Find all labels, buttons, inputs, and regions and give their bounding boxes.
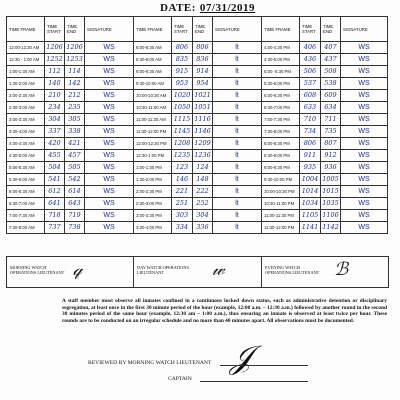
signature-cell: WS bbox=[85, 210, 134, 222]
signature-cell: lt bbox=[213, 198, 262, 210]
signature-cell: WS bbox=[85, 126, 134, 138]
time-end-cell: 407 bbox=[321, 42, 341, 54]
table-row bbox=[262, 114, 388, 126]
time-frame-cell: 5:30-6:00 AM bbox=[7, 174, 45, 186]
signature-cell: WS bbox=[85, 54, 134, 66]
signature-cell: lt bbox=[213, 174, 262, 186]
time-end-cell: 609 bbox=[321, 90, 341, 102]
time-frame-cell: 8:00-8:30 PM bbox=[262, 138, 300, 150]
table-row bbox=[134, 210, 262, 222]
table-row bbox=[134, 90, 262, 102]
time-start-cell: 1145 bbox=[172, 126, 193, 138]
time-end-cell: 1051 bbox=[193, 102, 213, 114]
time-end-cell: 542 bbox=[65, 174, 85, 186]
time-end-cell: 124 bbox=[193, 162, 213, 174]
time-frame-cell: 3:00-3:30 PM bbox=[134, 210, 172, 222]
time-start-cell: 1105 bbox=[300, 210, 321, 222]
signature-cell: WS bbox=[341, 90, 388, 102]
table-row bbox=[7, 210, 134, 222]
time-start-cell: 737 bbox=[45, 222, 65, 234]
table-row bbox=[134, 54, 262, 66]
table-row bbox=[134, 186, 262, 198]
observation-notice: A staff member must observe all inmates confined in a continuous locked down status, such as administrative detention or disciplinary segregation, at least once in the first 30 minute period of the hour (example, 12:00 a.m. – 12:30 a.m.) followed by another round in the second 30 minutes period of the same hour (example, 12:30 am – 1:00 a.m.), thus ensuring an inmate is observed at least twice per hour. These rounds are to be conducted on an irregular schedule and no more than 40 minutes apart. All observations must be documented. bbox=[62, 298, 387, 324]
captain-label: CAPTAIN bbox=[168, 376, 192, 382]
table-row bbox=[134, 138, 262, 150]
time-end-cell: 1146 bbox=[193, 126, 213, 138]
time-start-cell: 1206 bbox=[45, 42, 65, 54]
signature-cell: WS bbox=[85, 150, 134, 162]
signature-cell: WS bbox=[341, 138, 388, 150]
log-table-3 bbox=[261, 16, 388, 234]
time-start-cell: 1141 bbox=[300, 222, 321, 234]
column-header: TIME FRAME bbox=[7, 17, 45, 42]
time-start-cell: 1034 bbox=[300, 198, 321, 210]
table-row bbox=[134, 150, 262, 162]
time-frame-cell: 8:30-9:00 PM bbox=[262, 150, 300, 162]
time-start-cell: 537 bbox=[300, 78, 321, 90]
time-frame-cell: 7:00-7:30 AM bbox=[7, 210, 45, 222]
time-start-cell: 406 bbox=[300, 42, 321, 54]
time-start-cell: 210 bbox=[45, 90, 65, 102]
time-start-cell: 1020 bbox=[172, 90, 193, 102]
signature-cell: lt bbox=[213, 186, 262, 198]
table-row bbox=[134, 162, 262, 174]
table-row bbox=[7, 54, 134, 66]
time-frame-cell: 4:00-4:30 AM bbox=[7, 138, 45, 150]
time-end-cell: 1035 bbox=[321, 198, 341, 210]
table-row bbox=[262, 150, 388, 162]
signature-cell: WS bbox=[85, 174, 134, 186]
signature-cell: WS bbox=[341, 222, 388, 234]
time-start-cell: 112 bbox=[45, 66, 65, 78]
time-frame-cell: 2:00-2:30 AM bbox=[7, 90, 45, 102]
table-row bbox=[262, 78, 388, 90]
signature-cell: lt bbox=[213, 114, 262, 126]
time-end-cell: 252 bbox=[193, 198, 213, 210]
column-header: TIME END bbox=[321, 17, 341, 42]
time-start-cell: 935 bbox=[300, 162, 321, 174]
time-start-cell: 420 bbox=[45, 138, 65, 150]
table-row bbox=[7, 66, 134, 78]
evening-lieutenant-label: EVENING WATCH OPERATIONS LIEUTENANT bbox=[265, 265, 320, 275]
signature-cell: WS bbox=[341, 54, 388, 66]
time-start-cell: 718 bbox=[45, 210, 65, 222]
time-frame-cell: 4:00-4:30 PM bbox=[262, 42, 300, 54]
time-start-cell: 633 bbox=[300, 102, 321, 114]
morning-lieutenant-signature: 𝓆 bbox=[73, 259, 83, 280]
time-frame-cell: 1:30-2:00 AM bbox=[7, 78, 45, 90]
table-row bbox=[262, 126, 388, 138]
time-end-cell: 114 bbox=[65, 66, 85, 78]
table-row bbox=[7, 222, 134, 234]
log-table-2 bbox=[133, 16, 262, 234]
time-end-cell: 1106 bbox=[321, 210, 341, 222]
time-frame-cell: 6:00-6:30 PM bbox=[262, 90, 300, 102]
table-row bbox=[7, 102, 134, 114]
signature-cell: WS bbox=[85, 78, 134, 90]
time-frame-cell: 7:30-8:00 PM bbox=[262, 126, 300, 138]
time-end-cell: 437 bbox=[321, 54, 341, 66]
date-header bbox=[160, 2, 255, 14]
time-frame-cell: 11:30-12:00 PM bbox=[262, 222, 300, 234]
time-end-cell: 1015 bbox=[321, 186, 341, 198]
column-header: TIME START bbox=[300, 17, 321, 42]
time-end-cell: 336 bbox=[193, 222, 213, 234]
time-frame-cell: 10:00-10:30 PM bbox=[262, 186, 300, 198]
time-start-cell: 612 bbox=[45, 186, 65, 198]
time-end-cell: 836 bbox=[193, 54, 213, 66]
reviewed-label: REVIEWED BY MORNING WATCH LIEUTENANT bbox=[88, 360, 212, 366]
time-start-cell: 251 bbox=[172, 198, 193, 210]
captain-signature-line bbox=[200, 381, 308, 382]
table-row bbox=[262, 198, 388, 210]
time-end-cell: 222 bbox=[193, 186, 213, 198]
table-row bbox=[7, 42, 134, 54]
time-frame-cell: 9:30-10:00 AM bbox=[134, 78, 172, 90]
time-frame-cell: 3:30-4:00 AM bbox=[7, 126, 45, 138]
date-label: DATE: bbox=[160, 2, 196, 14]
time-end-cell: 738 bbox=[65, 222, 85, 234]
column-header: SIGNATURE bbox=[213, 17, 262, 42]
time-frame-cell: 5:00-5:30 AM bbox=[7, 162, 45, 174]
time-start-cell: 915 bbox=[172, 66, 193, 78]
table-row bbox=[7, 126, 134, 138]
table-row bbox=[134, 102, 262, 114]
time-end-cell: 614 bbox=[65, 186, 85, 198]
table-row bbox=[262, 54, 388, 66]
time-frame-cell: 12:00-12:30 AM bbox=[7, 42, 45, 54]
time-start-cell: 303 bbox=[172, 210, 193, 222]
table-row bbox=[134, 114, 262, 126]
time-frame-cell: 9:30-10:00 PM bbox=[262, 174, 300, 186]
table-row bbox=[262, 42, 388, 54]
time-start-cell: 608 bbox=[300, 90, 321, 102]
table-row bbox=[7, 198, 134, 210]
signature-cell: WS bbox=[85, 198, 134, 210]
signature-cell: WS bbox=[85, 90, 134, 102]
time-end-cell: 304 bbox=[193, 210, 213, 222]
column-header: TIME END bbox=[65, 17, 85, 42]
time-frame-cell: 12:00-12:30 PM bbox=[134, 138, 172, 150]
signature-cell: WS bbox=[85, 186, 134, 198]
time-start-cell: 123 bbox=[172, 162, 193, 174]
time-end-cell: 807 bbox=[321, 138, 341, 150]
column-header: TIME START bbox=[45, 17, 65, 42]
time-frame-cell: 4:30-5:00 PM bbox=[262, 54, 300, 66]
log-table-1 bbox=[6, 16, 134, 234]
signature-cell: WS bbox=[341, 102, 388, 114]
time-start-cell: 304 bbox=[45, 114, 65, 126]
time-end-cell: 1253 bbox=[65, 54, 85, 66]
signature-cell: lt bbox=[213, 66, 262, 78]
time-start-cell: 140 bbox=[45, 78, 65, 90]
time-frame-cell: 1:30-2:00 PM bbox=[134, 174, 172, 186]
time-end-cell: 634 bbox=[321, 102, 341, 114]
time-end-cell: 212 bbox=[65, 90, 85, 102]
morning-lieutenant-label: MORNING WATCH OPERATIONS LIEUTENANT bbox=[10, 265, 65, 275]
table-row bbox=[262, 102, 388, 114]
signature-cell: WS bbox=[341, 42, 388, 54]
time-start-cell: 734 bbox=[300, 126, 321, 138]
time-end-cell: 457 bbox=[65, 150, 85, 162]
time-start-cell: 1208 bbox=[172, 138, 193, 150]
time-start-cell: 710 bbox=[300, 114, 321, 126]
evening-lieutenant-box bbox=[261, 256, 389, 288]
time-start-cell: 1235 bbox=[172, 150, 193, 162]
time-frame-cell: 6:00-6:30 AM bbox=[7, 186, 45, 198]
signature-cell: WS bbox=[85, 42, 134, 54]
time-end-cell: 643 bbox=[65, 198, 85, 210]
signature-cell: lt bbox=[213, 90, 262, 102]
table-row bbox=[262, 222, 388, 234]
evening-lieutenant-signature: ℬ bbox=[334, 259, 349, 280]
time-frame-cell: 6:30-7:00 PM bbox=[262, 102, 300, 114]
table-row bbox=[7, 78, 134, 90]
signature-cell: WS bbox=[85, 66, 134, 78]
time-end-cell: 936 bbox=[321, 162, 341, 174]
time-end-cell: 954 bbox=[193, 78, 213, 90]
time-start-cell: 835 bbox=[172, 54, 193, 66]
signature-cell: WS bbox=[85, 102, 134, 114]
time-end-cell: 142 bbox=[65, 78, 85, 90]
table-row bbox=[134, 174, 262, 186]
signature-cell: WS bbox=[341, 210, 388, 222]
signature-cell: WS bbox=[85, 162, 134, 174]
time-start-cell: 1050 bbox=[172, 102, 193, 114]
column-header: TIME START bbox=[172, 17, 193, 42]
time-start-cell: 1252 bbox=[45, 54, 65, 66]
time-end-cell: 912 bbox=[321, 150, 341, 162]
table-row bbox=[134, 66, 262, 78]
time-end-cell: 538 bbox=[321, 78, 341, 90]
time-frame-cell: 11:00-11:30 PM bbox=[262, 210, 300, 222]
table-row bbox=[7, 174, 134, 186]
time-start-cell: 641 bbox=[45, 198, 65, 210]
table-row bbox=[262, 162, 388, 174]
signature-cell: lt bbox=[213, 138, 262, 150]
time-end-cell: 1142 bbox=[321, 222, 341, 234]
column-header: TIME END bbox=[193, 17, 213, 42]
signature-cell: WS bbox=[341, 198, 388, 210]
time-end-cell: 148 bbox=[193, 174, 213, 186]
time-frame-cell: 6:30-7:00 AM bbox=[7, 198, 45, 210]
time-start-cell: 234 bbox=[45, 102, 65, 114]
table-row bbox=[262, 186, 388, 198]
time-end-cell: 508 bbox=[321, 66, 341, 78]
time-frame-cell: 3:30-4:00 PM bbox=[134, 222, 172, 234]
reviewed-signature-line bbox=[220, 365, 308, 366]
signature-cell: WS bbox=[341, 78, 388, 90]
column-header: TIME FRAME bbox=[262, 17, 300, 42]
table-row bbox=[7, 138, 134, 150]
morning-lieutenant-box bbox=[6, 256, 134, 288]
signature-cell: WS bbox=[341, 186, 388, 198]
time-frame-cell: 9:00-9:30 PM bbox=[262, 162, 300, 174]
time-end-cell: 305 bbox=[65, 114, 85, 126]
table-row bbox=[262, 210, 388, 222]
time-end-cell: 421 bbox=[65, 138, 85, 150]
day-lieutenant-box bbox=[133, 256, 262, 288]
table-row bbox=[262, 174, 388, 186]
time-frame-cell: 7:00-7:30 PM bbox=[262, 114, 300, 126]
time-frame-cell: 4:30-5:00 AM bbox=[7, 150, 45, 162]
time-start-cell: 806 bbox=[300, 138, 321, 150]
table-row bbox=[7, 90, 134, 102]
time-end-cell: 1206 bbox=[65, 42, 85, 54]
time-frame-cell: 10:30-11:00 AM bbox=[134, 102, 172, 114]
time-frame-cell: 3:00-3:30 AM bbox=[7, 114, 45, 126]
time-frame-cell: 2:00-2:30 PM bbox=[134, 186, 172, 198]
time-frame-cell: 5:30-6:00 PM bbox=[262, 78, 300, 90]
signature-cell: WS bbox=[341, 114, 388, 126]
time-start-cell: 455 bbox=[45, 150, 65, 162]
time-end-cell: 338 bbox=[65, 126, 85, 138]
captain-signature: 𝒥 bbox=[230, 338, 253, 376]
table-row bbox=[262, 138, 388, 150]
time-frame-cell: 7:30-8:00 AM bbox=[7, 222, 45, 234]
signature-cell: WS bbox=[341, 126, 388, 138]
time-start-cell: 504 bbox=[45, 162, 65, 174]
table-row bbox=[262, 90, 388, 102]
time-frame-cell: 8:30-9:00 AM bbox=[134, 54, 172, 66]
time-start-cell: 1014 bbox=[300, 186, 321, 198]
table-row bbox=[7, 114, 134, 126]
signature-cell: WS bbox=[341, 150, 388, 162]
time-start-cell: 541 bbox=[45, 174, 65, 186]
time-end-cell: 711 bbox=[321, 114, 341, 126]
signature-cell: lt bbox=[213, 162, 262, 174]
column-header: TIME FRAME bbox=[134, 17, 172, 42]
signature-cell: WS bbox=[85, 138, 134, 150]
time-end-cell: 1021 bbox=[193, 90, 213, 102]
signature-cell: WS bbox=[85, 222, 134, 234]
time-start-cell: 1004 bbox=[300, 174, 321, 186]
day-lieutenant-signature: 𝓌 bbox=[212, 259, 225, 280]
signature-cell: lt bbox=[213, 54, 262, 66]
table-row bbox=[7, 162, 134, 174]
table-row bbox=[7, 150, 134, 162]
time-start-cell: 337 bbox=[45, 126, 65, 138]
signature-cell: WS bbox=[341, 162, 388, 174]
time-end-cell: 505 bbox=[65, 162, 85, 174]
time-end-cell: 914 bbox=[193, 66, 213, 78]
signature-cell: lt bbox=[213, 42, 262, 54]
time-start-cell: 221 bbox=[172, 186, 193, 198]
table-row bbox=[262, 66, 388, 78]
signature-cell: lt bbox=[213, 150, 262, 162]
time-start-cell: 1115 bbox=[172, 114, 193, 126]
time-end-cell: 1236 bbox=[193, 150, 213, 162]
time-end-cell: 235 bbox=[65, 102, 85, 114]
table-row bbox=[134, 222, 262, 234]
column-header: SIGNATURE bbox=[85, 17, 134, 42]
time-start-cell: 334 bbox=[172, 222, 193, 234]
time-frame-cell: 12:30 - 1:00 AM bbox=[7, 54, 45, 66]
time-frame-cell: 1:00-1:30 PM bbox=[134, 162, 172, 174]
time-frame-cell: 8:00-8:30 AM bbox=[134, 42, 172, 54]
time-frame-cell: 2:30-3:00 AM bbox=[7, 102, 45, 114]
time-end-cell: 1116 bbox=[193, 114, 213, 126]
signature-cell: lt bbox=[213, 126, 262, 138]
signature-cell: lt bbox=[213, 222, 262, 234]
date-value: 07/31/2019 bbox=[199, 2, 256, 14]
signature-cell: WS bbox=[341, 174, 388, 186]
time-frame-cell: 5:00 -5:30 PM bbox=[262, 66, 300, 78]
signature-cell: lt bbox=[213, 78, 262, 90]
table-row bbox=[134, 126, 262, 138]
time-frame-cell: 12:30-1:00 PM bbox=[134, 150, 172, 162]
time-start-cell: 953 bbox=[172, 78, 193, 90]
signature-cell: WS bbox=[85, 114, 134, 126]
time-start-cell: 146 bbox=[172, 174, 193, 186]
table-row bbox=[7, 186, 134, 198]
time-start-cell: 506 bbox=[300, 66, 321, 78]
signature-cell: lt bbox=[213, 102, 262, 114]
table-row bbox=[134, 198, 262, 210]
time-end-cell: 719 bbox=[65, 210, 85, 222]
time-end-cell: 735 bbox=[321, 126, 341, 138]
time-end-cell: 806 bbox=[193, 42, 213, 54]
time-end-cell: 1209 bbox=[193, 138, 213, 150]
time-frame-cell: 10:30-11:00 PM bbox=[262, 198, 300, 210]
signature-cell: lt bbox=[213, 210, 262, 222]
time-start-cell: 911 bbox=[300, 150, 321, 162]
time-frame-cell: 11:30-12:00 PM bbox=[134, 126, 172, 138]
time-frame-cell: 9:00-9:30 AM bbox=[134, 66, 172, 78]
table-row bbox=[134, 78, 262, 90]
time-start-cell: 806 bbox=[172, 42, 193, 54]
time-end-cell: 1005 bbox=[321, 174, 341, 186]
day-lieutenant-label: DAY WATCH OPERATIONS LIEUTENANT bbox=[137, 265, 189, 275]
table-row bbox=[134, 42, 262, 54]
signature-cell: WS bbox=[341, 66, 388, 78]
time-start-cell: 436 bbox=[300, 54, 321, 66]
column-header: SIGNATURE bbox=[341, 17, 388, 42]
time-frame-cell: 2:30-3:00 PM bbox=[134, 198, 172, 210]
time-frame-cell: 1:00-1:30 AM bbox=[7, 66, 45, 78]
time-frame-cell: 11:00-11:30 AM bbox=[134, 114, 172, 126]
time-frame-cell: 10:00-10:30 AM bbox=[134, 90, 172, 102]
